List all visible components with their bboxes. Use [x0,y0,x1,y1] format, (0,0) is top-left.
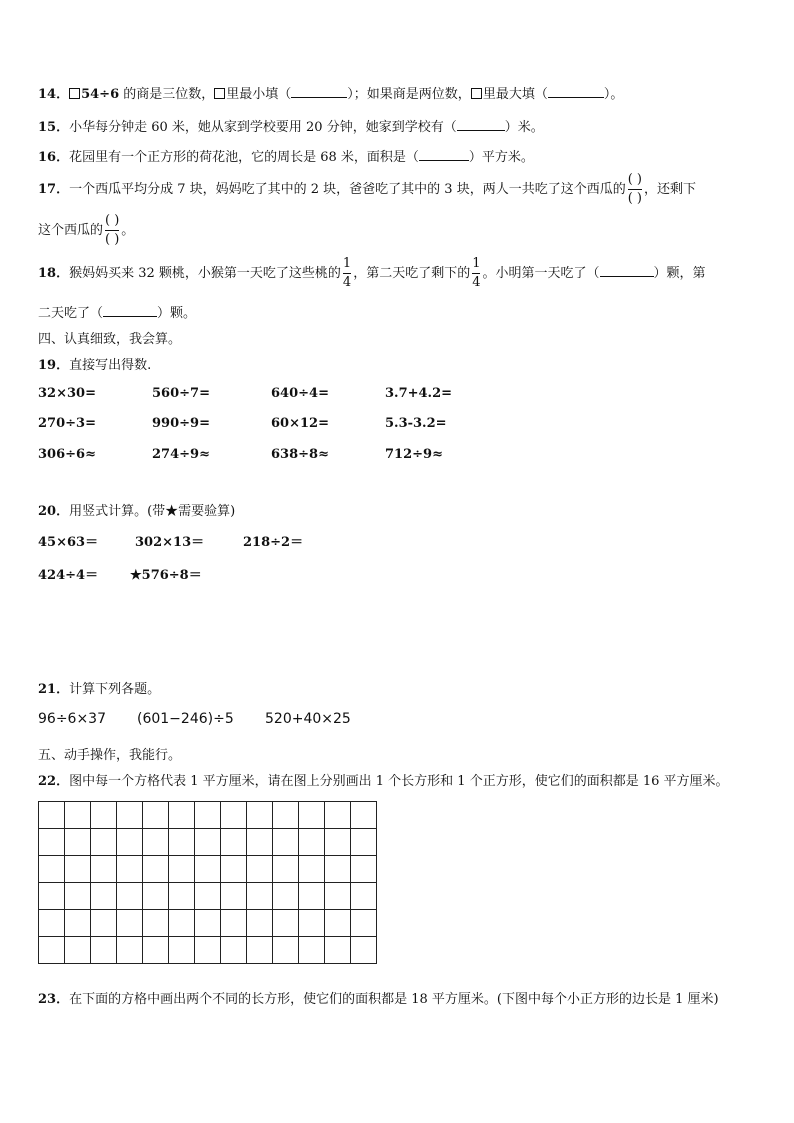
question-text: 在下面的方格中画出两个不同的长方形，使它们的面积都是 18 平方厘米。(下图中每个小正方形的边长是 1 厘米) [69,992,719,1007]
question-text: ）平方米。 [468,150,534,165]
fraction-numerator: 1 [342,256,352,271]
question-number: 14． [38,87,70,102]
square-blank-icon [69,88,80,99]
grid-cell[interactable] [221,883,247,910]
question-text: ，第二天吃了剩下的 [353,266,471,281]
question-title: 直接写出得数. [69,358,152,373]
fraction-blank[interactable] [628,172,642,207]
grid-cell[interactable] [273,802,299,829]
grid-cell[interactable] [117,883,143,910]
question-title: 计算下列各题。 [69,682,161,697]
grid-cell[interactable] [117,829,143,856]
answer-blank[interactable] [103,306,157,317]
grid-cell[interactable] [351,856,377,883]
grid-cell[interactable] [325,856,351,883]
fraction-bar [472,273,480,274]
grid-cell[interactable] [351,829,377,856]
question-text: 小华每分钟走 60 米，她从家到学校要用 20 分钟，她家到学校有（ [69,120,457,135]
fraction-bar [105,230,119,231]
grid-cell[interactable] [91,883,117,910]
grid-cell[interactable] [247,802,273,829]
grid-cell[interactable] [325,829,351,856]
expression: 54÷6 [81,87,120,102]
calc-item: 638÷8≈ [271,447,329,462]
grid-cell[interactable] [39,829,65,856]
question-text: 这个西瓜的 [38,223,104,238]
question-16 [38,146,534,165]
question-17-line2 [38,213,134,248]
question-number: 15． [38,120,70,135]
grid-cell[interactable] [247,856,273,883]
fraction-denominator: ( ) [627,191,642,206]
expression-item: (601−246)÷5 [137,711,234,727]
question-text: 花园里有一个正方形的荷花池，它的周长是 68 米，面积是（ [69,150,419,165]
fraction-denominator: 4 [342,275,352,290]
fraction-blank[interactable] [105,213,119,248]
grid-cell[interactable] [91,856,117,883]
question-number: 21． [38,682,70,697]
grid-cell[interactable] [117,802,143,829]
fraction-one-quarter [343,256,351,291]
calc-item: ★576÷8＝ [130,568,202,583]
grid-row [39,829,377,856]
question-19 [38,354,151,373]
grid-row [39,910,377,937]
grid-cell[interactable] [65,883,91,910]
grid-cell[interactable] [247,937,273,964]
grid-cell[interactable] [325,910,351,937]
question-text: 的商是三位数， [123,87,215,102]
grid-cell[interactable] [91,802,117,829]
fraction-one-quarter [472,256,480,291]
calc-item: 218÷2＝ [243,535,304,550]
grid-cell[interactable] [169,802,195,829]
calc-item: 274÷9≈ [152,447,210,462]
answer-blank[interactable] [419,150,469,161]
question-number: 16． [38,150,70,165]
section-heading-4: 四、认真细致，我会算。 [38,332,182,347]
calc-item: 560÷7= [152,386,210,401]
grid-cell[interactable] [91,910,117,937]
grid-cell[interactable] [91,829,117,856]
grid-cell[interactable] [117,910,143,937]
grid-cell[interactable] [299,910,325,937]
grid-cell[interactable] [195,937,221,964]
grid-row [39,856,377,883]
question-number: 22． [38,774,70,789]
question-text: 。小明第一天吃了（ [482,266,600,281]
grid-cell[interactable] [247,910,273,937]
grid-cell[interactable] [299,856,325,883]
grid-cell[interactable] [273,937,299,964]
grid-row [39,802,377,829]
expression-item: 520+40×25 [265,711,351,727]
fraction-numerator: 1 [472,256,481,271]
fraction-numerator: ( ) [105,213,120,228]
question-number: 20． [38,504,70,519]
grid-cell[interactable] [195,802,221,829]
grid-table[interactable] [38,801,377,964]
grid-cell[interactable] [351,937,377,964]
grid-cell[interactable] [39,883,65,910]
question-text: 里最大填（ [482,87,548,102]
answer-blank[interactable] [548,87,604,98]
grid-cell[interactable] [143,829,169,856]
grid-cell[interactable] [299,802,325,829]
grid-cell[interactable] [273,883,299,910]
grid-cell[interactable] [143,910,169,937]
grid-cell[interactable] [65,856,91,883]
fraction-denominator: ( ) [105,232,120,247]
grid-cell[interactable] [39,856,65,883]
fraction-numerator: ( ) [627,172,642,187]
question-22 [38,770,729,789]
grid-cell[interactable] [325,937,351,964]
grid-cell[interactable] [299,829,325,856]
calc-item: 3.7+4.2= [385,386,453,401]
question-text: 图中每一个方格代表 1 平方厘米，请在图上分别画出 1 个长方形和 1 个正方形，使它们的面积都是 16 平方厘米。 [69,774,729,789]
calc-item: 640÷4= [271,386,329,401]
calc-item: 990÷9= [152,416,210,431]
question-text: 猴妈妈买来 32 颗桃，小猴第一天吃了这些桃的 [69,266,341,281]
grid-cell[interactable] [247,829,273,856]
answer-blank[interactable] [600,266,654,277]
grid-row [39,937,377,964]
grid-cell[interactable] [169,910,195,937]
question-text: 里最小填（ [226,87,292,102]
square-blank-icon [214,88,225,99]
square-blank-icon [471,88,482,99]
grid-cell[interactable] [143,802,169,829]
grid-cell[interactable] [247,883,273,910]
grid-cell[interactable] [65,937,91,964]
question-number: 18． [38,266,70,281]
question-23 [38,988,719,1007]
question-text: ）；如果商是两位数， [347,87,471,102]
question-18-line2 [38,302,196,321]
grid-cell[interactable] [143,937,169,964]
question-text: ）颗，第 [653,266,706,281]
calc-item: 5.3-3.2= [385,416,447,431]
question-18 [38,256,706,291]
grid-cell[interactable] [273,856,299,883]
calc-item: 424÷4＝ [38,568,99,583]
grid-cell[interactable] [143,883,169,910]
question-text: 二天吃了（ [38,306,104,321]
question-title: 用竖式计算。(带★需要验算) [69,504,236,519]
question-number: 17． [38,182,70,197]
grid-cell[interactable] [221,910,247,937]
grid-cell[interactable] [169,883,195,910]
answer-blank[interactable] [291,87,347,98]
square-grid[interactable] [38,801,377,964]
grid-cell[interactable] [351,883,377,910]
fraction-denominator: 4 [472,275,481,290]
question-text: ）颗。 [157,306,197,321]
answer-blank[interactable] [457,120,505,131]
grid-cell[interactable] [325,802,351,829]
fraction-bar [343,273,351,274]
grid-cell[interactable] [195,829,221,856]
grid-cell[interactable] [221,829,247,856]
question-text: ）米。 [504,120,544,135]
question-17 [38,172,696,207]
grid-cell[interactable] [273,829,299,856]
expression-item: 96÷6×37 [38,711,106,727]
grid-cell[interactable] [169,829,195,856]
calc-item: 32×30= [38,386,96,401]
calc-item: 712÷9≈ [385,447,443,462]
grid-cell[interactable] [39,802,65,829]
grid-cell[interactable] [143,856,169,883]
calc-item: 45×63＝ [38,535,99,550]
grid-cell[interactable] [195,856,221,883]
question-14 [38,83,623,102]
grid-cell[interactable] [65,910,91,937]
grid-cell[interactable] [91,937,117,964]
grid-cell[interactable] [117,856,143,883]
grid-cell[interactable] [299,937,325,964]
grid-cell[interactable] [195,910,221,937]
grid-cell[interactable] [221,802,247,829]
grid-cell[interactable] [273,910,299,937]
grid-cell[interactable] [351,910,377,937]
grid-row [39,883,377,910]
grid-cell[interactable] [65,829,91,856]
section-heading-5: 五、动手操作，我能行。 [38,748,182,763]
grid-cell[interactable] [221,856,247,883]
question-15 [38,116,544,135]
grid-cell[interactable] [325,883,351,910]
grid-cell[interactable] [117,937,143,964]
calc-item: 306÷6≈ [38,447,96,462]
grid-cell[interactable] [351,802,377,829]
grid-cell[interactable] [169,937,195,964]
grid-cell[interactable] [39,910,65,937]
fraction-bar [628,189,642,190]
grid-cell[interactable] [65,802,91,829]
question-text: 。 [121,223,135,238]
question-text: 一个西瓜平均分成 7 块，妈妈吃了其中的 2 块，爸爸吃了其中的 3 块，两人一共吃了这个西瓜的 [69,182,626,197]
grid-cell[interactable] [299,883,325,910]
calc-item: 302×13＝ [135,535,205,550]
grid-cell[interactable] [221,937,247,964]
calc-item: 60×12= [271,416,329,431]
grid-cell[interactable] [39,937,65,964]
calc-item: 270÷3= [38,416,96,431]
question-number: 23． [38,992,70,1007]
question-20 [38,500,235,519]
question-text: ，还剩下 [643,182,696,197]
question-text: ）。 [603,87,624,102]
grid-cell[interactable] [195,883,221,910]
grid-cell[interactable] [169,856,195,883]
question-21 [38,678,160,697]
question-number: 19． [38,358,70,373]
